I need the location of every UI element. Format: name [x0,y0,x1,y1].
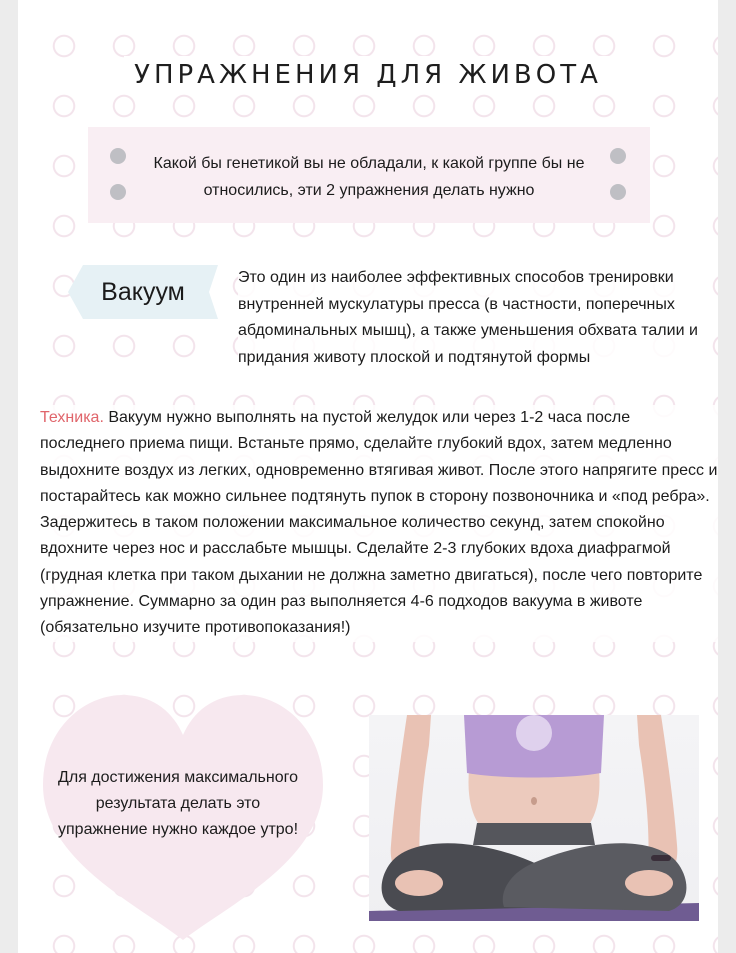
yoga-photo [369,715,699,921]
vacuum-tag-label: Вакуум [101,278,185,306]
technique-label: Техника. [40,409,104,426]
page [18,0,718,953]
bullet-dot [110,148,126,164]
page-title-text: УПРАЖНЕНИЯ ДЛЯ ЖИВОТА [124,56,612,94]
bullet-dot [610,148,626,164]
heart-text: Для достижения максимального результата делать это упражнение нужно каждое утро! [58,769,299,838]
bullet-dot [110,184,126,200]
intro-text: Какой бы генетикой вы не обладали, к какой группе бы не относились, эти 2 упражнения делать нужно [153,155,585,199]
bullet-dot [610,184,626,200]
technique-text: Вакуум нужно выполнять на пустой желудок или через 1-2 часа после последнего приема пищи. Встаньте прямо, сделайте глубокий вдох, затем медленно выдохните воздух из легких, одновременно втягивая живот. После этого напрягите пресс и постарайтесь как можно сильнее подтянуть пупок в сторону позвоночника и «под ребра». [40,409,718,505]
technique-section [40,405,718,642]
page-title [18,60,718,90]
vacuum-description: Это один из наиболее эффективных способов тренировки внутренней мускулатуры пресса (в частности, поперечных абдоминальных мышц), а также уменьшения обхвата талии и придания животу плоской и подтянутой формы [238,265,708,371]
hold-text: Задержитесь в таком положении максимальное количество секунд, затем спокойно вдохните через нос и расслабьте мышцы. Сделайте 2-3 глубоких вдоха диафрагмой (грудная клетка при таком дыхании не должна заметно двигаться), после чего повторите упражнение. Суммарно за один раз выполняется 4-6 подходов вакуума в животе (обязательно изучите противопоказания!) [40,514,703,637]
